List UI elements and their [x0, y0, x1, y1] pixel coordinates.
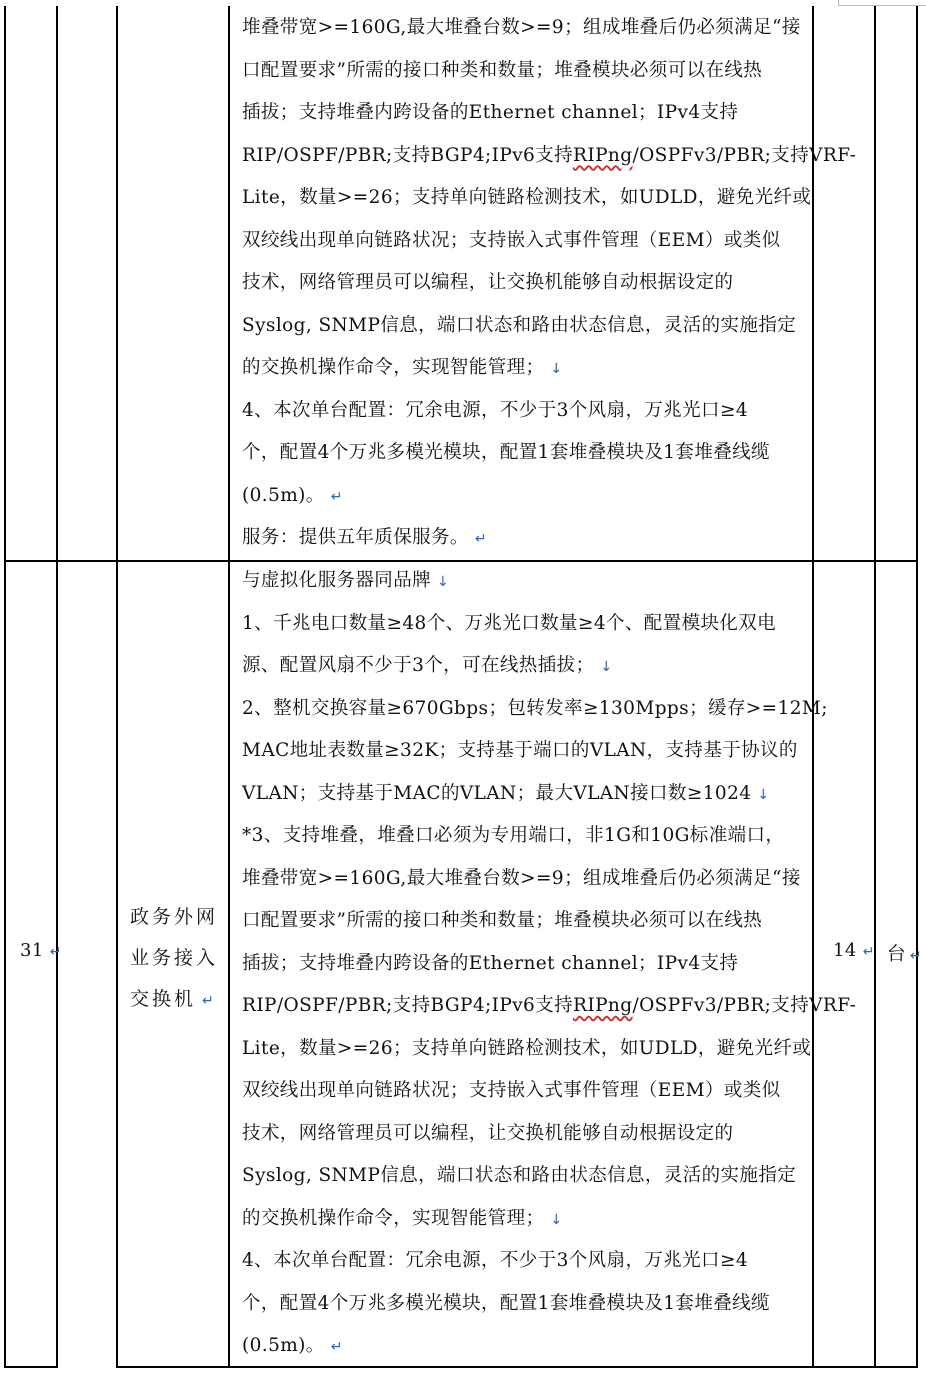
paragraph-mark-icon: ↵	[202, 993, 217, 1009]
description-text: 技术，网络管理员可以编程，让交换机能够自动根据设定的	[242, 1122, 734, 1144]
page-corner-mark-vertical	[838, 0, 839, 6]
description-line	[242, 773, 812, 816]
row-31-quantity	[833, 940, 875, 961]
description-text: RIP/OSPF/PBR;支持BGP4;IPv6支持	[242, 995, 574, 1016]
description-line	[242, 475, 812, 518]
line-break-mark-icon: ↓	[600, 659, 613, 675]
paragraph-mark-icon: ↵	[330, 1339, 343, 1355]
description-line	[242, 262, 812, 305]
description-text: Syslog, SNMP信息，端口状态和路由状态信息，灵活的实施指定	[242, 314, 797, 336]
description-text: (0.5m)。	[242, 1335, 325, 1356]
description-text: 口配置要求”所需的接口种类和数量；堆叠模块必须可以在线热	[242, 59, 763, 81]
description-line	[242, 92, 812, 135]
row-number-text: 31	[20, 940, 44, 961]
description-line	[242, 943, 812, 986]
description-text: RIP/OSPF/PBR;支持BGP4;IPv6支持	[242, 144, 574, 166]
item-name-line: 政务外网	[130, 906, 219, 928]
spellcheck-flagged-word: RIPng	[573, 144, 633, 166]
description-text: 口配置要求”所需的接口种类和数量；堆叠模块必须可以在线热	[242, 910, 763, 931]
description-line	[242, 1155, 812, 1198]
description-line	[242, 1028, 812, 1071]
description-line	[242, 50, 812, 93]
column-divider-5	[874, 6, 876, 1368]
description-text: *3、支持堆叠，堆叠口必须为专用端口，非1G和10G标准端口，	[242, 825, 785, 846]
description-text: 插拔；支持堆叠内跨设备的Ethernet channel；IPv4支持	[242, 102, 739, 123]
description-text: 的交换机操作命令，实现智能管理；	[242, 357, 545, 378]
description-line	[242, 645, 812, 688]
item-name-text: 交换机	[130, 988, 197, 1010]
description-text: 服务：提供五年质保服务。	[242, 527, 469, 548]
unit-text: 台	[887, 944, 906, 965]
description-text: /OSPFv3/PBR;支持VRF-	[632, 144, 857, 166]
description-text: /OSPFv3/PBR;支持VRF-	[632, 995, 857, 1016]
description-line	[242, 432, 812, 475]
description-text: MAC地址表数量≥32K；支持基于端口的VLAN，支持基于协议的	[242, 740, 798, 761]
description-text: Syslog, SNMP信息，端口状态和路由状态信息，灵活的实施指定	[242, 1165, 797, 1186]
description-line	[242, 688, 828, 731]
description-line	[242, 7, 812, 50]
line-break-mark-icon: ↓	[550, 361, 563, 377]
quantity-text: 14	[833, 940, 857, 961]
description-line	[242, 305, 812, 348]
page-corner-mark	[838, 5, 926, 6]
description-line	[242, 1283, 812, 1326]
paragraph-mark-icon: ↵	[862, 944, 875, 960]
description-line	[242, 1198, 812, 1241]
description-line	[242, 177, 812, 220]
table-border-left	[4, 6, 6, 1368]
column-divider-3	[228, 6, 230, 1368]
row-31-item-name	[130, 897, 225, 1020]
paragraph-mark-icon: ↵	[474, 531, 487, 547]
description-line	[242, 603, 812, 646]
description-text: Lite，数量>=26；支持单向链路检测技术，如UDLD，避免光纤或	[242, 1037, 812, 1059]
description-line	[242, 560, 812, 603]
description-line	[242, 900, 812, 943]
column-divider-2	[116, 6, 118, 1368]
description-text: 2、整机交换容量≥670Gbps；包转发率≥130Mpps；缓存>=12M;	[242, 697, 828, 719]
description-line	[242, 1070, 812, 1113]
description-text: (0.5m)。	[242, 484, 325, 506]
column-divider-4	[812, 6, 814, 1368]
row-top-description	[242, 7, 857, 560]
description-text: 插拔；支持堆叠内跨设备的Ethernet channel；IPv4支持	[242, 952, 739, 974]
item-name-line: 业务接入	[130, 947, 219, 969]
spellcheck-flagged-word: RIPng	[573, 995, 633, 1016]
description-line	[242, 517, 812, 560]
line-break-mark-icon: ↓	[757, 786, 770, 803]
description-text: 与虚拟化服务器同品牌	[242, 570, 432, 591]
description-line	[242, 1325, 812, 1368]
table-border-right	[916, 6, 918, 1368]
description-text: 源、配置风扇不少于3个，可在线热插拔；	[242, 655, 595, 676]
description-line	[242, 1240, 812, 1283]
description-text: 堆叠带宽>=160G,最大堆叠台数>=9；组成堆叠后仍必须满足“接	[242, 17, 801, 38]
paragraph-mark-icon: ↵	[330, 488, 343, 505]
item-name-line	[130, 979, 225, 1020]
description-text: 堆叠带宽>=160G,最大堆叠台数>=9；组成堆叠后仍必须满足“接	[242, 867, 801, 889]
line-break-mark-icon: ↓	[437, 574, 450, 590]
description-line	[242, 730, 812, 773]
row-31-unit	[887, 940, 922, 966]
description-text: 4、本次单台配置：冗余电源，不少于3个风扇，万兆光口≥4	[242, 1250, 749, 1271]
column-divider-1	[56, 6, 58, 1368]
description-line	[242, 390, 812, 433]
description-text: 的交换机操作命令，实现智能管理；	[242, 1207, 545, 1229]
description-text: 个，配置4个万兆多模光模块，配置1套堆叠模块及1套堆叠线缆	[242, 442, 770, 463]
description-line	[242, 815, 812, 858]
description-text: 1、千兆电口数量≥48个、万兆光口数量≥4个、配置模块化双电	[242, 612, 777, 634]
description-text: 双绞线出现单向链路状况；支持嵌入式事件管理（EEM）或类似	[242, 229, 781, 251]
description-line	[242, 985, 857, 1028]
line-break-mark-icon: ↓	[550, 1211, 563, 1228]
paragraph-mark-icon: ↵	[909, 948, 923, 964]
table-bottom-border-a	[4, 1366, 58, 1368]
row-31-number	[20, 940, 62, 961]
description-line	[242, 858, 812, 901]
description-text: 技术，网络管理员可以编程，让交换机能够自动根据设定的	[242, 272, 734, 293]
description-text: 个，配置4个万兆多模光模块，配置1套堆叠模块及1套堆叠线缆	[242, 1292, 770, 1314]
description-text: 双绞线出现单向链路状况；支持嵌入式事件管理（EEM）或类似	[242, 1080, 781, 1101]
description-line	[242, 135, 857, 178]
description-text: 4、本次单台配置：冗余电源，不少于3个风扇，万兆光口≥4	[242, 399, 749, 421]
description-line	[242, 220, 812, 263]
description-line	[242, 1113, 812, 1156]
description-text: Lite，数量>=26；支持单向链路检测技术，如UDLD，避免光纤或	[242, 187, 812, 208]
description-text: VLAN；支持基于MAC的VLAN；最大VLAN接口数≥1024	[242, 782, 752, 804]
description-line	[242, 347, 812, 390]
paragraph-mark-icon: ↵	[49, 944, 62, 960]
